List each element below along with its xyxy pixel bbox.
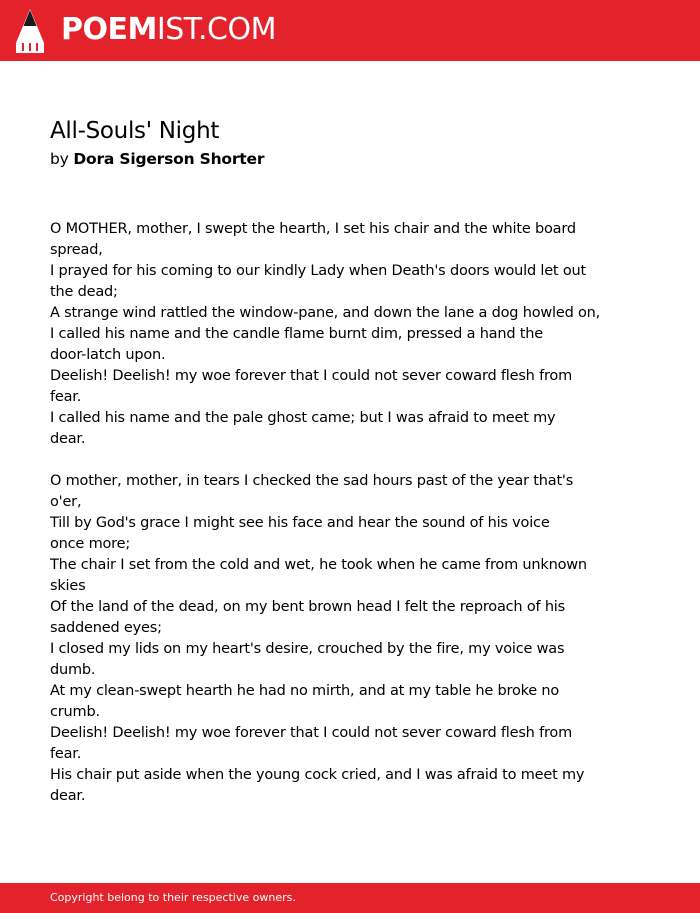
- author-name: Dora Sigerson Shorter: [73, 150, 265, 168]
- poem-line: I called his name and the pale ghost came; but I was afraid to meet my: [50, 410, 556, 426]
- poem-line: Deelish! Deelish! my woe forever that I could not sever coward flesh from: [50, 368, 573, 384]
- poem-line: dear.: [50, 431, 86, 447]
- poem-line: The chair I set from the cold and wet, he took when he came from unknown: [50, 557, 587, 573]
- stanza: [50, 471, 610, 807]
- poem-line: dear.: [50, 788, 86, 804]
- poem-body: [50, 219, 610, 807]
- poem-line: O MOTHER, mother, I swept the hearth, I set his chair and the white board: [50, 221, 576, 237]
- poem-line: I called his name and the candle flame burnt dim, pressed a hand the: [50, 326, 543, 342]
- site-logo[interactable]: [61, 11, 276, 49]
- poem-line: Of the land of the dead, on my bent brown head I felt the reproach of his: [50, 599, 565, 615]
- poem-line: o'er,: [50, 494, 82, 510]
- poem-line: door-latch upon.: [50, 347, 166, 363]
- poem-line: A strange wind rattled the window-pane, and down the lane a dog howled on,: [50, 305, 601, 321]
- site-footer: [0, 883, 700, 913]
- by-label: by: [50, 150, 69, 168]
- poem-line: Till by God's grace I might see his face and hear the sound of his voice: [50, 515, 550, 531]
- poem-line: Deelish! Deelish! my woe forever that I could not sever coward flesh from: [50, 725, 573, 741]
- logo-light-text: IST.COM: [156, 12, 276, 47]
- poem-line: crumb.: [50, 704, 100, 720]
- poem-line: the dead;: [50, 284, 118, 300]
- poem-line: once more;: [50, 536, 131, 552]
- poem-line: His chair put aside when the young cock cried, and I was afraid to meet my: [50, 767, 585, 783]
- poem-line: fear.: [50, 389, 82, 405]
- poem-line: O mother, mother, in tears I checked the sad hours past of the year that's: [50, 473, 574, 489]
- poem-line: dumb.: [50, 662, 96, 678]
- site-header: [0, 0, 700, 61]
- byline: [50, 148, 264, 170]
- poem-line: spread,: [50, 242, 103, 258]
- pencil-tip-icon[interactable]: [16, 9, 44, 53]
- poem-line: I prayed for his coming to our kindly Lady when Death's doors would let out: [50, 263, 586, 279]
- poem-line: fear.: [50, 746, 82, 762]
- poem-line: At my clean-swept hearth he had no mirth, and at my table he broke no: [50, 683, 560, 699]
- poem-line: I closed my lids on my heart's desire, crouched by the fire, my voice was: [50, 641, 565, 657]
- poem-title: All-Souls' Night: [50, 118, 220, 144]
- poem-line: saddened eyes;: [50, 620, 162, 636]
- copyright-text: Copyright belong to their respective owners.: [50, 891, 296, 904]
- logo-bold-text: POEM: [61, 12, 157, 47]
- poem-line: skies: [50, 578, 86, 594]
- stanza: [50, 219, 610, 450]
